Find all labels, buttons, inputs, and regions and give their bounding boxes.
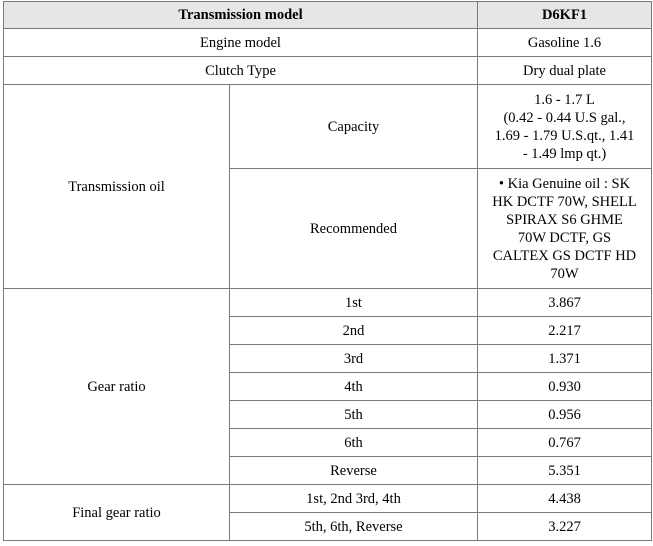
transmission-model-value: D6KF1 [478,2,652,29]
capacity-line: 1.69 - 1.79 U.S.qt., 1.41 [494,127,635,144]
gear-ratio-value: 3.867 [478,289,652,317]
transmission-spec-table [3,1,652,541]
final-gear-ratio-value: 4.438 [478,485,652,513]
gear-ratio-value: 1.371 [478,345,652,373]
gear-name: 4th [230,373,478,401]
transmission-model-header: Transmission model [4,2,478,29]
gear-ratio-value: 0.767 [478,429,652,457]
recommended-line: SPIRAX S6 GHME [506,211,623,228]
clutch-type-row [4,57,652,85]
clutch-type-value: Dry dual plate [478,57,652,85]
engine-model-value: Gasoline 1.6 [478,29,652,57]
gear-ratio-value: 0.930 [478,373,652,401]
gear-name: Reverse [230,457,478,485]
engine-model-label: Engine model [4,29,478,57]
recommended-line: HK DCTF 70W, SHELL [492,193,637,210]
transmission-oil-capacity-row [4,85,652,169]
engine-model-row [4,29,652,57]
final-gear-name: 1st, 2nd 3rd, 4th [230,485,478,513]
recommended-label: Recommended [230,169,478,289]
capacity-label: Capacity [230,85,478,169]
transmission-oil-label: Transmission oil [4,85,230,289]
final-gear-name: 5th, 6th, Reverse [230,513,478,541]
recommended-line: • Kia Genuine oil : SK [498,175,631,192]
gear-ratio-label: Gear ratio [4,289,230,485]
capacity-value [478,85,652,169]
final-gear-ratio-label: Final gear ratio [4,485,230,541]
recommended-line: 70W [550,265,579,282]
recommended-line: 70W DCTF, GS [517,229,612,246]
gear-name: 2nd [230,317,478,345]
recommended-line: CALTEX GS DCTF HD [492,247,637,264]
gear-ratio-value: 5.351 [478,457,652,485]
recommended-value [478,169,652,289]
gear-name: 3rd [230,345,478,373]
gear-name: 5th [230,401,478,429]
clutch-type-label: Clutch Type [4,57,478,85]
final-gear-ratio-value: 3.227 [478,513,652,541]
final-gear-ratio-row [4,485,652,513]
capacity-line: (0.42 - 0.44 U.S gal., [503,109,626,126]
capacity-line: - 1.49 lmp qt.) [522,145,607,162]
header-row [4,2,652,29]
gear-ratio-value: 2.217 [478,317,652,345]
gear-ratio-row [4,289,652,317]
gear-name: 6th [230,429,478,457]
gear-name: 1st [230,289,478,317]
gear-ratio-value: 0.956 [478,401,652,429]
capacity-line: 1.6 - 1.7 L [534,91,595,108]
